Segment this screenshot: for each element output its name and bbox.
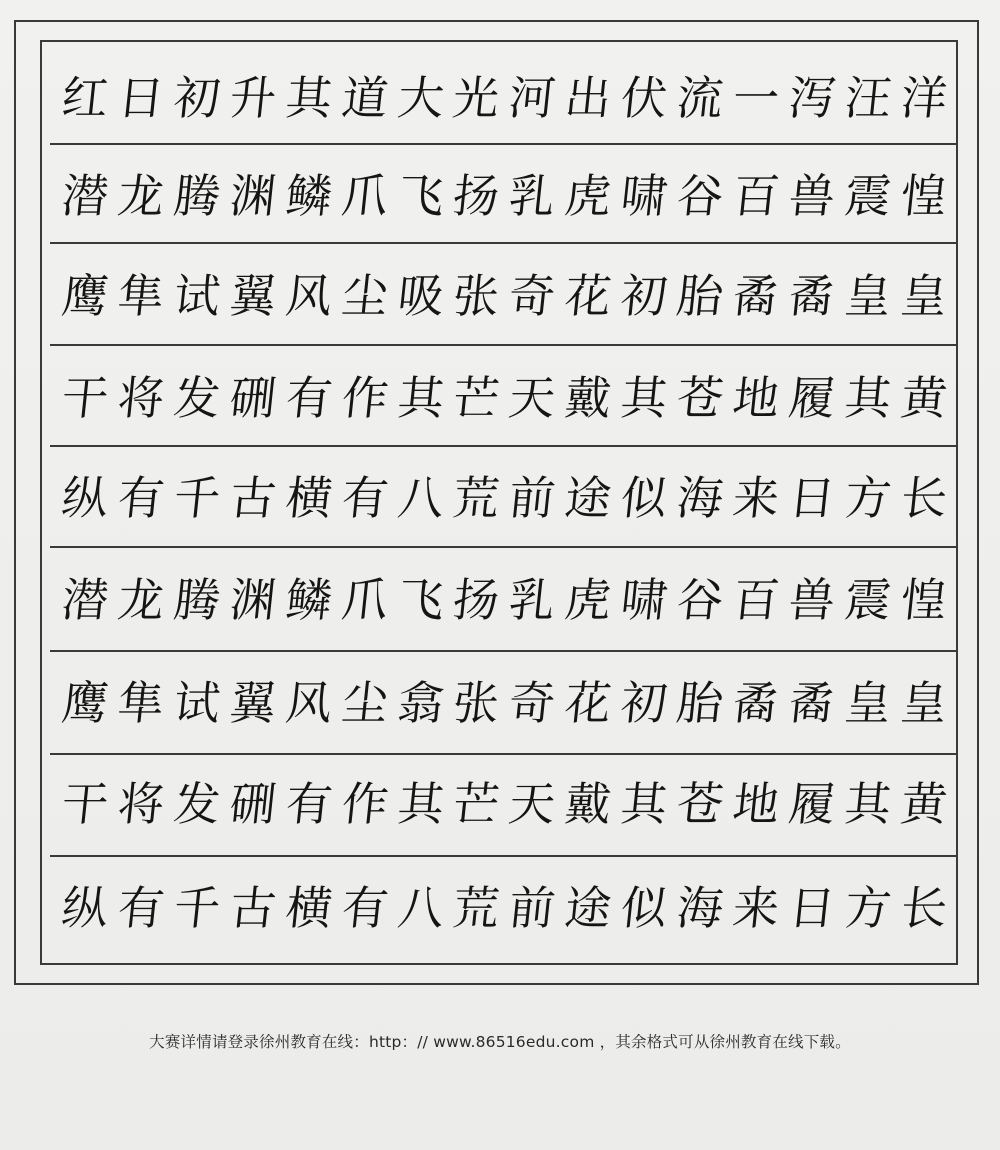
handwritten-character: 作 (338, 777, 391, 831)
handwritten-character: 花 (562, 269, 615, 323)
handwritten-character: 其 (842, 777, 894, 831)
handwritten-character: 硎 (226, 371, 279, 425)
handwritten-character: 泻 (786, 71, 838, 125)
ruling-line (50, 753, 957, 755)
handwritten-character: 飞 (394, 573, 447, 627)
handwritten-character: 天 (506, 777, 559, 831)
handwritten-character: 日 (786, 881, 838, 935)
handwritten-character: 芒 (450, 777, 503, 831)
handwritten-character: 百 (730, 169, 782, 223)
handwritten-character: 黄 (897, 371, 950, 425)
handwritten-line-2 (59, 164, 950, 228)
handwritten-character: 长 (897, 471, 950, 525)
handwritten-character: 其 (842, 371, 894, 425)
handwritten-line-5 (59, 466, 950, 530)
ruling-line (50, 344, 957, 346)
handwritten-character: 海 (674, 471, 726, 525)
handwritten-character: 洋 (897, 71, 950, 125)
handwritten-character: 惶 (897, 573, 950, 627)
handwritten-character: 横 (282, 471, 335, 525)
handwritten-character: 地 (730, 371, 782, 425)
handwritten-character: 天 (506, 371, 559, 425)
ruling-line (50, 143, 957, 145)
handwritten-character: 戴 (562, 371, 615, 425)
handwritten-character: 出 (562, 71, 615, 125)
handwritten-character: 震 (842, 573, 894, 627)
handwritten-character: 震 (842, 169, 894, 223)
handwritten-character: 尘 (338, 676, 391, 730)
handwritten-character: 龙 (115, 169, 167, 223)
handwritten-character: 长 (897, 881, 950, 935)
handwritten-character: 发 (171, 371, 223, 425)
handwritten-character: 古 (226, 471, 279, 525)
handwritten-character: 升 (226, 71, 279, 125)
handwritten-character: 风 (282, 676, 335, 730)
handwritten-character: 途 (562, 471, 615, 525)
handwritten-character: 苍 (674, 371, 726, 425)
handwritten-character: 尘 (338, 269, 391, 323)
handwritten-character: 张 (450, 269, 503, 323)
handwritten-character: 皇 (842, 269, 894, 323)
handwritten-character: 其 (394, 371, 447, 425)
handwritten-character: 渊 (226, 573, 279, 627)
handwritten-character: 翼 (226, 269, 279, 323)
handwritten-character: 谷 (674, 573, 726, 627)
ruling-line (50, 650, 957, 652)
handwritten-character: 风 (282, 269, 335, 323)
handwritten-character: 河 (506, 71, 559, 125)
handwritten-character: 苍 (674, 777, 726, 831)
handwritten-character: 皇 (897, 269, 950, 323)
handwritten-character: 奇 (506, 676, 559, 730)
handwritten-character: 虎 (562, 169, 615, 223)
handwritten-character: 百 (730, 573, 782, 627)
handwritten-character: 其 (394, 777, 447, 831)
handwritten-character: 荒 (450, 881, 503, 935)
handwritten-character: 荒 (450, 471, 503, 525)
handwritten-character: 纵 (59, 471, 111, 525)
handwritten-character: 爪 (338, 573, 391, 627)
handwritten-character: 其 (618, 371, 671, 425)
handwritten-character: 黄 (897, 777, 950, 831)
handwritten-character: 来 (730, 471, 782, 525)
handwritten-character: 横 (282, 881, 335, 935)
handwritten-character: 腾 (171, 573, 223, 627)
handwritten-character: 初 (171, 71, 223, 125)
handwritten-character: 干 (59, 371, 111, 425)
handwritten-character: 硎 (226, 777, 279, 831)
handwritten-character: 有 (115, 881, 167, 935)
handwritten-character: 履 (786, 371, 838, 425)
handwritten-character: 翕 (394, 676, 447, 730)
handwritten-character: 矞 (730, 676, 782, 730)
handwritten-character: 渊 (226, 169, 279, 223)
handwritten-character: 潜 (59, 573, 111, 627)
handwritten-character: 一 (730, 71, 782, 125)
handwritten-character: 八 (394, 471, 447, 525)
handwritten-character: 初 (618, 676, 671, 730)
handwritten-character: 试 (171, 269, 223, 323)
handwritten-character: 海 (674, 881, 726, 935)
handwritten-line-4 (59, 366, 950, 430)
handwritten-character: 方 (842, 881, 894, 935)
handwritten-line-6 (59, 568, 950, 632)
handwritten-character: 乳 (506, 169, 559, 223)
handwritten-character: 鳞 (282, 169, 335, 223)
handwritten-character: 作 (338, 371, 391, 425)
handwritten-character: 大 (394, 71, 447, 125)
handwritten-character: 兽 (786, 169, 838, 223)
handwritten-line-1 (59, 66, 950, 130)
handwritten-character: 吸 (394, 269, 447, 323)
handwritten-character: 矞 (786, 269, 838, 323)
handwritten-character: 方 (842, 471, 894, 525)
handwritten-character: 扬 (450, 573, 503, 627)
handwritten-character: 有 (282, 777, 335, 831)
handwritten-character: 八 (394, 881, 447, 935)
handwritten-character: 乳 (506, 573, 559, 627)
handwritten-character: 途 (562, 881, 615, 935)
handwritten-character: 矞 (786, 676, 838, 730)
handwritten-character: 日 (786, 471, 838, 525)
handwritten-character: 似 (618, 881, 671, 935)
handwritten-character: 有 (115, 471, 167, 525)
handwritten-line-7 (59, 671, 950, 735)
handwritten-character: 龙 (115, 573, 167, 627)
handwritten-line-8 (59, 772, 950, 836)
handwritten-character: 将 (115, 371, 167, 425)
handwritten-character: 千 (171, 881, 223, 935)
handwritten-character: 胎 (674, 676, 726, 730)
footer-note: 大赛详情请登录徐州教育在线：http：// www.86516edu.com ，其余格式可从徐州教育在线下载。 (149, 1033, 851, 1051)
handwritten-character: 鳞 (282, 573, 335, 627)
handwritten-character: 张 (450, 676, 503, 730)
handwritten-character: 前 (506, 471, 559, 525)
handwritten-character: 隼 (115, 269, 167, 323)
ruling-line (50, 855, 957, 857)
handwritten-character: 奇 (506, 269, 559, 323)
handwritten-character: 惶 (897, 169, 950, 223)
handwritten-character: 鹰 (59, 676, 111, 730)
handwritten-character: 古 (226, 881, 279, 935)
handwritten-character: 飞 (394, 169, 447, 223)
handwritten-character: 腾 (171, 169, 223, 223)
handwritten-character: 初 (618, 269, 671, 323)
handwritten-character: 翼 (226, 676, 279, 730)
handwritten-character: 啸 (618, 573, 671, 627)
handwritten-character: 其 (618, 777, 671, 831)
handwritten-character: 戴 (562, 777, 615, 831)
handwritten-character: 试 (171, 676, 223, 730)
handwritten-character: 矞 (730, 269, 782, 323)
handwritten-character: 隼 (115, 676, 167, 730)
handwritten-line-3 (59, 264, 950, 328)
handwritten-character: 爪 (338, 169, 391, 223)
handwritten-character: 扬 (450, 169, 503, 223)
handwritten-character: 皇 (897, 676, 950, 730)
handwritten-character: 有 (338, 471, 391, 525)
handwritten-character: 伏 (618, 71, 671, 125)
handwritten-character: 有 (338, 881, 391, 935)
handwritten-character: 兽 (786, 573, 838, 627)
handwritten-character: 日 (115, 71, 167, 125)
handwritten-character: 有 (282, 371, 335, 425)
handwritten-character: 光 (450, 71, 503, 125)
handwritten-character: 潜 (59, 169, 111, 223)
handwritten-character: 其 (282, 71, 335, 125)
handwritten-character: 来 (730, 881, 782, 935)
handwritten-character: 千 (171, 471, 223, 525)
handwritten-character: 发 (171, 777, 223, 831)
handwritten-character: 道 (338, 71, 391, 125)
handwritten-character: 鹰 (59, 269, 111, 323)
handwritten-character: 履 (786, 777, 838, 831)
handwritten-character: 皇 (842, 676, 894, 730)
handwritten-character: 将 (115, 777, 167, 831)
ruling-line (50, 445, 957, 447)
ruling-line (50, 546, 957, 548)
handwritten-character: 啸 (618, 169, 671, 223)
ruling-line (50, 242, 957, 244)
handwritten-character: 红 (59, 71, 111, 125)
handwritten-character: 汪 (842, 71, 894, 125)
handwritten-character: 干 (59, 777, 111, 831)
handwritten-character: 纵 (59, 881, 111, 935)
handwritten-character: 流 (674, 71, 726, 125)
handwritten-character: 地 (730, 777, 782, 831)
handwritten-character: 虎 (562, 573, 615, 627)
handwritten-character: 谷 (674, 169, 726, 223)
handwritten-character: 似 (618, 471, 671, 525)
handwritten-character: 芒 (450, 371, 503, 425)
handwritten-character: 花 (562, 676, 615, 730)
handwritten-character: 胎 (674, 269, 726, 323)
handwritten-character: 前 (506, 881, 559, 935)
handwritten-line-9 (59, 876, 950, 940)
